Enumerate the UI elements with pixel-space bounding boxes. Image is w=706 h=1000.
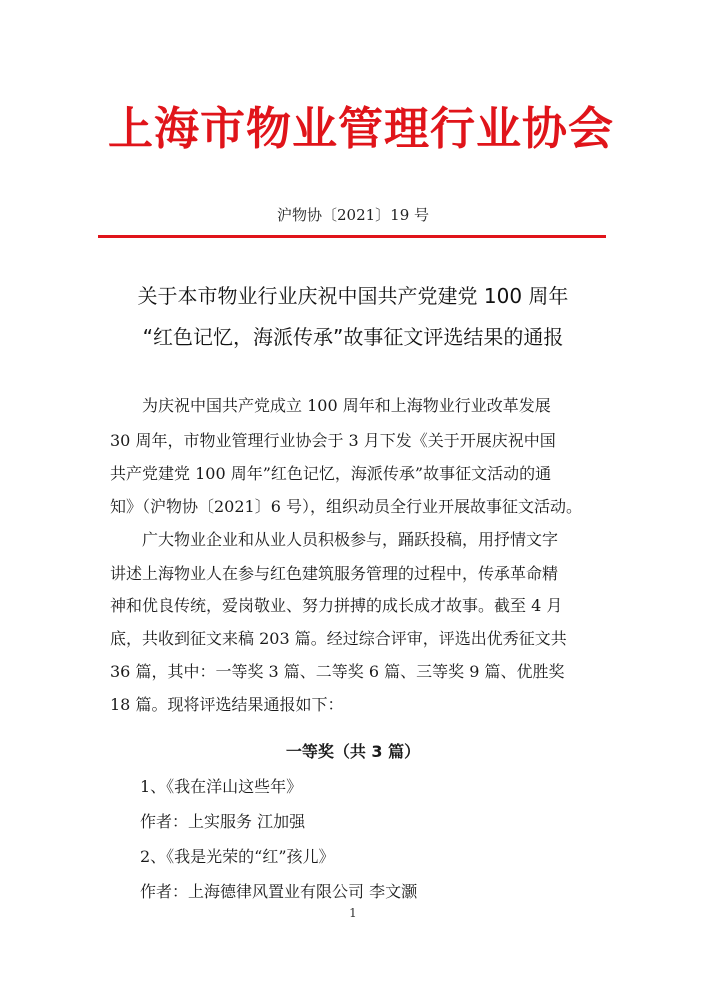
- paragraph-2-line-4: 底，共收到征文来稿 203 篇。经过综合评审，评选出优秀征文共: [110, 629, 567, 648]
- paragraph-1-line-4: 知》（沪物协〔2021〕6 号），组织动员全行业开展故事征文活动。: [110, 497, 582, 516]
- document-number: 沪物协〔2021〕19 号: [276, 206, 430, 224]
- paragraph-2-line-1: 广大物业企业和从业人员积极参与，踊跃投稿，用抒情文字: [142, 530, 559, 549]
- award-section-heading: 一等奖（共 3 篇）: [285, 742, 421, 761]
- paragraph-1-line-2: 30 周年，市物业管理行业协会于 3 月下发《关于开展庆祝中国: [110, 431, 556, 450]
- paragraph-2-line-2: 讲述上海物业人在参与红色建筑服务管理的过程中，传承革命精: [110, 564, 559, 583]
- award-entry-2-title: 2、《我是光荣的“红”孩儿》: [140, 847, 335, 866]
- document-title-line-1: 关于本市物业行业庆祝中国共产党建党 100 周年: [137, 284, 569, 308]
- header-divider: [98, 235, 606, 238]
- paragraph-2-line-6: 18 篇。现将评选结果通报如下：: [110, 695, 344, 714]
- award-entry-1-title: 1、《我在洋山这些年》: [140, 777, 303, 796]
- award-entry-1-author: 作者：上实服务 江加强: [140, 812, 306, 831]
- paragraph-2-line-3: 神和优良传统，爱岗敬业、努力拼搏的成长成才故事。截至 4 月: [110, 596, 563, 615]
- document-title-line-2: “红色记忆，海派传承”故事征文评选结果的通报: [142, 325, 564, 349]
- paragraph-1-line-3: 共产党建党 100 周年”红色记忆，海派传承”故事征文活动的通: [110, 464, 552, 483]
- paragraph-1-line-1: 为庆祝中国共产党成立 100 周年和上海物业行业改革发展: [142, 396, 551, 415]
- organization-header: 上海市物业管理行业协会: [108, 102, 615, 155]
- page-number: 1: [349, 906, 357, 920]
- paragraph-2-line-5: 36 篇，其中：一等奖 3 篇、二等奖 6 篇、三等奖 9 篇、优胜奖: [110, 662, 565, 681]
- award-entry-2-author: 作者：上海德律风置业有限公司 李文灏: [140, 882, 418, 901]
